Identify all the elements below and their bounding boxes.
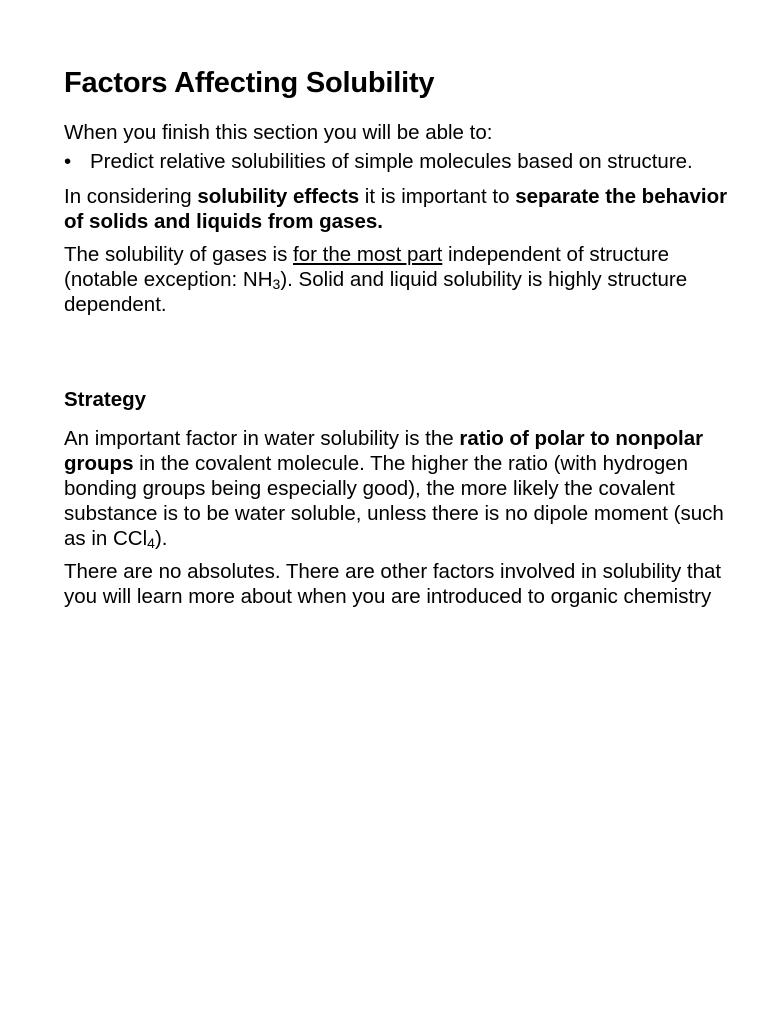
paragraph-text: ). [154,527,168,550]
objective-item [64,149,744,174]
bold-text: separate the behavior of solids and liquids from gases. [64,185,728,233]
paragraph-text: In considering [64,185,198,208]
paragraph-text: in the covalent molecule. The higher the ratio (with hydrogen bonding groups being especially good), the more likely the covalent substance is to be water soluble, unless there is no dipole moment (such as in CCl [64,452,724,550]
bold-text: ratio of polar to nonpolar groups [64,427,704,475]
spacer [64,325,744,387]
paragraph-text: An important factor in water solubility is the [64,427,460,450]
paragraph-text: ). Solid and liquid solubility is highly structure dependent. [64,268,688,316]
paragraph-strategy [64,426,744,551]
bold-text: solubility effects [197,185,360,208]
intro-text: When you finish this section you will be able to: [64,121,493,144]
subscript: 3 [272,276,281,292]
page-title: Factors Affecting Solubility [64,67,435,99]
paragraph-text: The solubility of gases is [64,243,294,266]
paragraph-no-absolutes: There are no absolutes. There are other factors involved in solubility that you will learn more about when you are introduced to organic chemistry [64,560,722,608]
objective-text: Predict relative solubilities of simple molecules based on structure. [90,150,693,173]
bullet-icon: • [64,150,72,173]
underlined-text: for the most part [293,243,443,266]
paragraph-text: it is important to [359,185,516,208]
paragraph-solubility-effects [64,184,744,234]
section-heading-strategy: Strategy [64,388,147,411]
paragraph-text: independent of structure (notable exception: NH [64,243,670,291]
document-page [64,64,744,617]
subscript: 4 [147,535,155,551]
paragraph-gas-solubility [64,242,744,317]
